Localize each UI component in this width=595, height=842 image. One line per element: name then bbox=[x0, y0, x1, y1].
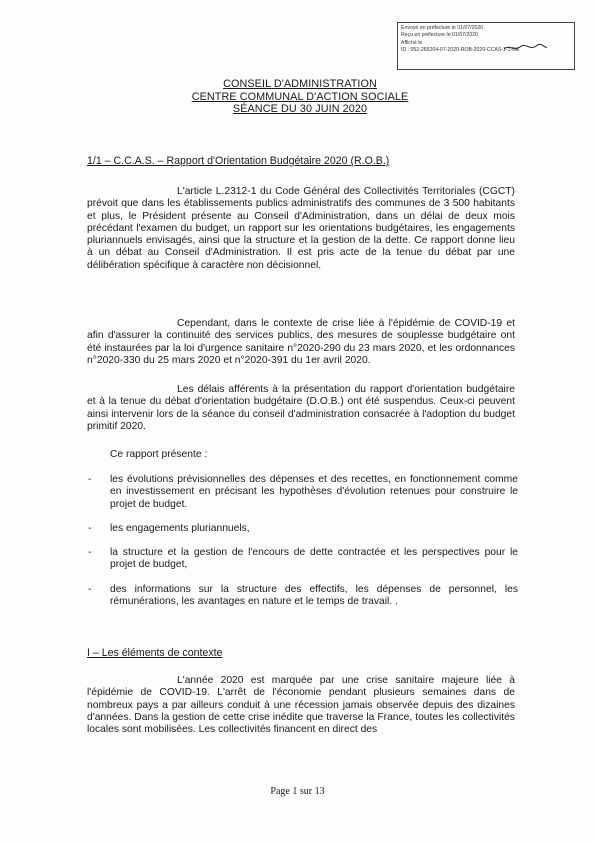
list-item bbox=[88, 474, 518, 511]
bullet-dash: - bbox=[88, 522, 92, 534]
document-header bbox=[150, 78, 450, 116]
section-title-rob: 1/1 – C.C.A.S. – Rapport d'Orientation Budgétaire 2020 (R.O.B.) bbox=[87, 155, 390, 167]
bullet-dash: - bbox=[88, 474, 92, 485]
paragraph-cgct: L'article L.2312-1 du Code Général des Collectivités Territoriales (CGCT) prévoit que dans les établissements publics administratifs des communes de 3 500 habitants et plus, le Président présente au Conseil d'Administration, dans un délai de deux mois précédant l'examen du budget, un rapport sur les orientations budgétaires, les engagements pluriannuels envisagés, ainsi que la structure et la gestion de la dette. Ce rapport donne lieu à un débat au Conseil d'Administration. Il est pris acte de la tenue du débat par une délibération spécifique à caractère non décisionnel. bbox=[87, 186, 515, 271]
stamp-id-line: ID : 052-265204-07-2020-ROB-2020-CCAS-1-1-DE bbox=[401, 47, 520, 54]
header-ccas: CENTRE COMMUNAL D'ACTION SOCIALE bbox=[191, 90, 409, 103]
signature-scribble-icon bbox=[502, 43, 548, 53]
section-title-context: I – Les éléments de contexte bbox=[87, 647, 223, 659]
stamp-posted-line: Affiché le bbox=[401, 39, 423, 46]
stamp-received-line: Reçu en préfecture le 01/07/2020 bbox=[401, 32, 479, 39]
report-contents-list bbox=[88, 474, 518, 620]
list-item-text: des informations sur la structure des effectifs, les dépenses de personnel, les rémunérations, les avantages en nature et le temps de travail. . bbox=[110, 583, 518, 608]
list-item bbox=[88, 547, 518, 572]
paragraph-context-2020: L'année 2020 est marquée par une crise sanitaire majeure liée à l'épidémie de COVID-19. L'arrêt de l'économie pendant plusieurs semaines dans de nombreux pays a par ailleurs conduit à une récession jamais observée depuis des dizaines d'années. Dans la gestion de cette crise inédite que traverse la France, toutes les collectivités locales sont mobilisées. Les collectivités financent en direct des bbox=[87, 675, 515, 736]
page-number: Page 1 sur 13 bbox=[270, 786, 325, 797]
report-intro: Ce rapport présente : bbox=[110, 449, 208, 460]
header-session-date: SÉANCE DU 30 JUIN 2020 bbox=[232, 103, 368, 115]
bullet-dash: - bbox=[88, 583, 92, 595]
stamp-sent-line: Envoyé en préfecture le 01/07/2020 bbox=[401, 25, 484, 31]
paragraph-covid-context: Cependant, dans le contexte de crise liée à l'épidémie de COVID-19 et afin d'assurer la continuité des services publics, des mesures de souplesse budgétaire ont été instaurées par la loi d'urgence sanitaire n°2020-290 du 23 mars 2020, et les ordonnances n°2020-330 du 25 mars 2020 et n°2020-391 du 1er avril 2020. bbox=[87, 318, 515, 366]
paragraph-deadlines: Les délais afférents à la présentation du rapport d'orientation budgétaire et à la tenue du débat d'orientation budgétaire (D.O.B.) ont été suspendus. Ceux-ci peuvent ainsi intervenir lors de la séance du conseil d'administration consacrée à l'adoption du budget primitif 2020. bbox=[87, 384, 515, 432]
list-item-text: les engagements pluriannuels, bbox=[110, 522, 250, 534]
bullet-dash: - bbox=[88, 547, 92, 559]
list-item-text: les évolutions prévisionnelles des dépenses et des recettes, en fonctionnement comme en investissement en précisant les hypothèses d'évolution retenues pour construire le projet de budget. bbox=[110, 474, 518, 510]
header-board: CONSEIL D'ADMINISTRATION bbox=[223, 78, 377, 90]
list-item bbox=[88, 584, 518, 609]
prefecture-stamp bbox=[397, 22, 575, 70]
list-item-text: la structure et la gestion de l'encours de dette contractée et les perspectives pour le projet de budget, bbox=[110, 547, 518, 571]
list-item bbox=[88, 523, 518, 535]
